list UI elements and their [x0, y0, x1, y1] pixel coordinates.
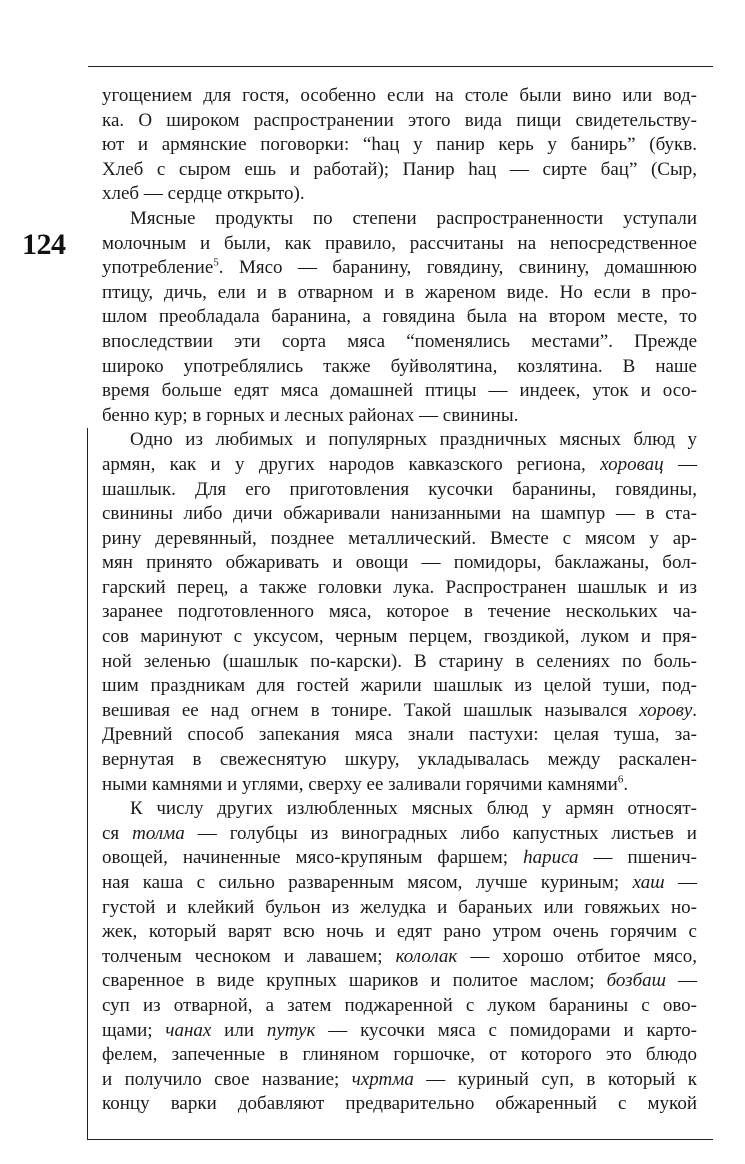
top-rule [88, 66, 713, 67]
italic-term: чанах [165, 1019, 212, 1041]
text-segment: — [664, 872, 697, 893]
text-segment: щами; [102, 1019, 166, 1041]
text-line [102, 379, 697, 404]
text-line [102, 355, 697, 380]
text-segment: фелем, запеченные в глиняном горшочке, от которого это блюдо [102, 1044, 697, 1066]
text-segment: — [665, 970, 698, 992]
text-segment: и получило свое название; [102, 1068, 352, 1090]
text-line [102, 1068, 697, 1093]
text-segment: Хлеб с сыром ешь и работай); Панир hац — сирте бац” (Сыр, [102, 158, 697, 180]
text-line [102, 453, 697, 478]
text-line [102, 969, 697, 994]
body-text [102, 84, 697, 1117]
italic-term: бозбаш [606, 970, 666, 992]
text-line [102, 305, 697, 330]
left-margin-rule [87, 428, 88, 1140]
text-line [102, 502, 697, 527]
text-segment: птицу, дичь, ели и в отварном и в жареном виде. Но если в про- [102, 281, 697, 303]
text-line [102, 527, 697, 552]
text-segment: молочным и были, как правило, рассчитаны на непосредственное [102, 232, 697, 254]
text-segment: ной зеленью (шашлык по-карски). В старину в селениях по боль- [102, 650, 697, 672]
italic-term: хорову [639, 699, 693, 721]
text-segment: — хорошо отбитое мясо, [457, 945, 697, 967]
page-number: 124 [22, 228, 66, 261]
text-line [102, 1019, 697, 1044]
italic-term: чхртма [351, 1068, 414, 1090]
text-line [102, 945, 697, 970]
text-line [102, 576, 697, 601]
text-segment: сваренное в виде крупных шариков и политое маслом; [102, 970, 607, 992]
text-line [102, 158, 697, 183]
italic-term: толма [132, 822, 185, 844]
text-line [102, 600, 697, 625]
text-line [102, 871, 697, 896]
text-line [102, 281, 697, 306]
text-line [102, 723, 697, 748]
text-segment: Одно из любимых и популярных праздничных мясных блюд у [130, 429, 697, 451]
text-line [102, 625, 697, 650]
text-segment: шашлык. Для его приготовления кусочки баранины, говядины, [102, 478, 697, 500]
text-line [102, 773, 697, 798]
text-line [102, 207, 697, 232]
text-line [102, 232, 697, 257]
text-segment: вернутая в свежеснятую шкуру, укладывалась между раскален- [102, 749, 697, 771]
text-segment: . [623, 773, 629, 795]
text-segment: Древний способ запекания мяса знали пастухи: целая туша, за- [102, 724, 697, 746]
text-line [102, 330, 697, 355]
text-line [102, 1043, 697, 1068]
text-segment: . Мясо — баранину, говядину, свинину, домашнюю [218, 257, 697, 279]
text-segment: заранее подготовленного мяса, которое в течение нескольких ча- [102, 601, 697, 623]
bottom-rule [88, 1139, 713, 1140]
footnote-marker: 5 [213, 256, 219, 269]
italic-term: хаш [632, 872, 665, 893]
text-segment: угощением для гостя, особенно если на столе были вино или вод- [102, 85, 697, 106]
text-segment: свинины либо дичи обжаривали нанизанными на шампур — в ста- [102, 503, 697, 525]
text-segment: рину деревянный, позднее металлический. Вместе с мясом у ар- [102, 527, 697, 549]
text-segment: суп из отварной, а затем поджаренной с луком баранины с ово- [102, 994, 697, 1016]
text-line [102, 478, 697, 503]
text-segment: впоследствии эти сорта мяса “поменялись местами”. Прежде [102, 330, 697, 352]
text-line [102, 256, 697, 281]
text-segment: — кусочки мяса с помидорами и карто- [315, 1019, 697, 1041]
text-segment: шлом преобладала баранина, а говядина была на втором месте, то [102, 306, 697, 328]
text-line [102, 994, 697, 1019]
text-segment: гарский перец, а также головки лука. Распространен шашлык и из [102, 576, 697, 598]
text-line [102, 133, 697, 158]
text-segment: время больше едят мяса домашней птицы — индеек, уток и осо- [102, 380, 697, 402]
text-segment: — [663, 453, 697, 475]
text-segment: ными камнями и углями, сверху ее заливали горячими камнями [102, 773, 618, 795]
italic-term: кололак [395, 945, 458, 967]
text-line [102, 674, 697, 699]
text-line [102, 822, 697, 847]
text-segment: сов маринуют с уксусом, черным перцем, гвоздикой, луком и пря- [102, 626, 697, 648]
italic-term: хоровац [600, 453, 664, 475]
text-segment: ка. О широком распространении этого вида пищи свидетельству- [102, 109, 697, 131]
text-segment: широко употреблялись также буйволятина, козлятина. В наше [102, 355, 697, 377]
text-line [102, 84, 697, 109]
text-segment: концу варки добавляют предварительно обжаренный с мукой [102, 1093, 697, 1115]
text-segment: вешивая ее над огнем в тонире. Такой шашлык назывался [102, 699, 640, 721]
text-line [102, 109, 697, 134]
text-segment: жек, который варят всю ночь и едят рано утром очень горячим с [102, 921, 697, 943]
italic-term: путук [266, 1019, 316, 1041]
text-line [102, 846, 697, 871]
text-line [102, 182, 697, 207]
text-line [102, 699, 697, 724]
text-segment: ная каша с сильно разваренным мясом, лучше куриным; [102, 872, 633, 893]
text-segment: армян, как и у других народов кавказского региона, [102, 453, 601, 475]
footnote-marker: 6 [617, 773, 624, 786]
text-segment: ют и армянские поговорки: “hац у панир керь у банирь” (букв. [102, 134, 697, 156]
text-segment: — пшенич- [578, 847, 697, 869]
italic-term: hариса [523, 847, 579, 869]
text-segment: Мясные продукты по степени распространенности уступали [130, 207, 697, 229]
text-line [102, 797, 697, 822]
text-segment: хлеб — сердце открыто). [102, 183, 305, 205]
text-line [102, 896, 697, 921]
text-segment: или [211, 1019, 267, 1041]
text-line [102, 404, 697, 429]
text-segment: мян принято обжаривать и овощи — помидоры, баклажаны, бол- [102, 552, 697, 574]
text-line [102, 1092, 697, 1117]
text-segment: овощей, начиненные мясо-крупяным фаршем; [102, 847, 524, 869]
text-segment: толченым чесноком и лавашем; [102, 945, 396, 967]
text-line [102, 748, 697, 773]
text-segment: шим праздникам для гостей жарили шашлык из целой туши, под- [102, 675, 697, 697]
text-segment: . [692, 699, 697, 721]
text-segment: бенно кур; в горных и лесных районах — свинины. [102, 404, 519, 426]
text-segment: К числу других излюбленных мясных блюд у армян относят- [130, 798, 697, 820]
text-line [102, 650, 697, 675]
text-segment: употребление [102, 257, 214, 279]
text-line [102, 551, 697, 576]
text-segment: — голубцы из виноградных либо капустных листьев и [184, 822, 697, 844]
text-segment: — куриный суп, в который к [413, 1068, 697, 1090]
text-line [102, 428, 697, 453]
text-segment: густой и клейкий бульон из желудка и бараньих или говяжьих но- [102, 896, 697, 918]
text-segment: ся [102, 822, 133, 844]
text-line [102, 920, 697, 945]
